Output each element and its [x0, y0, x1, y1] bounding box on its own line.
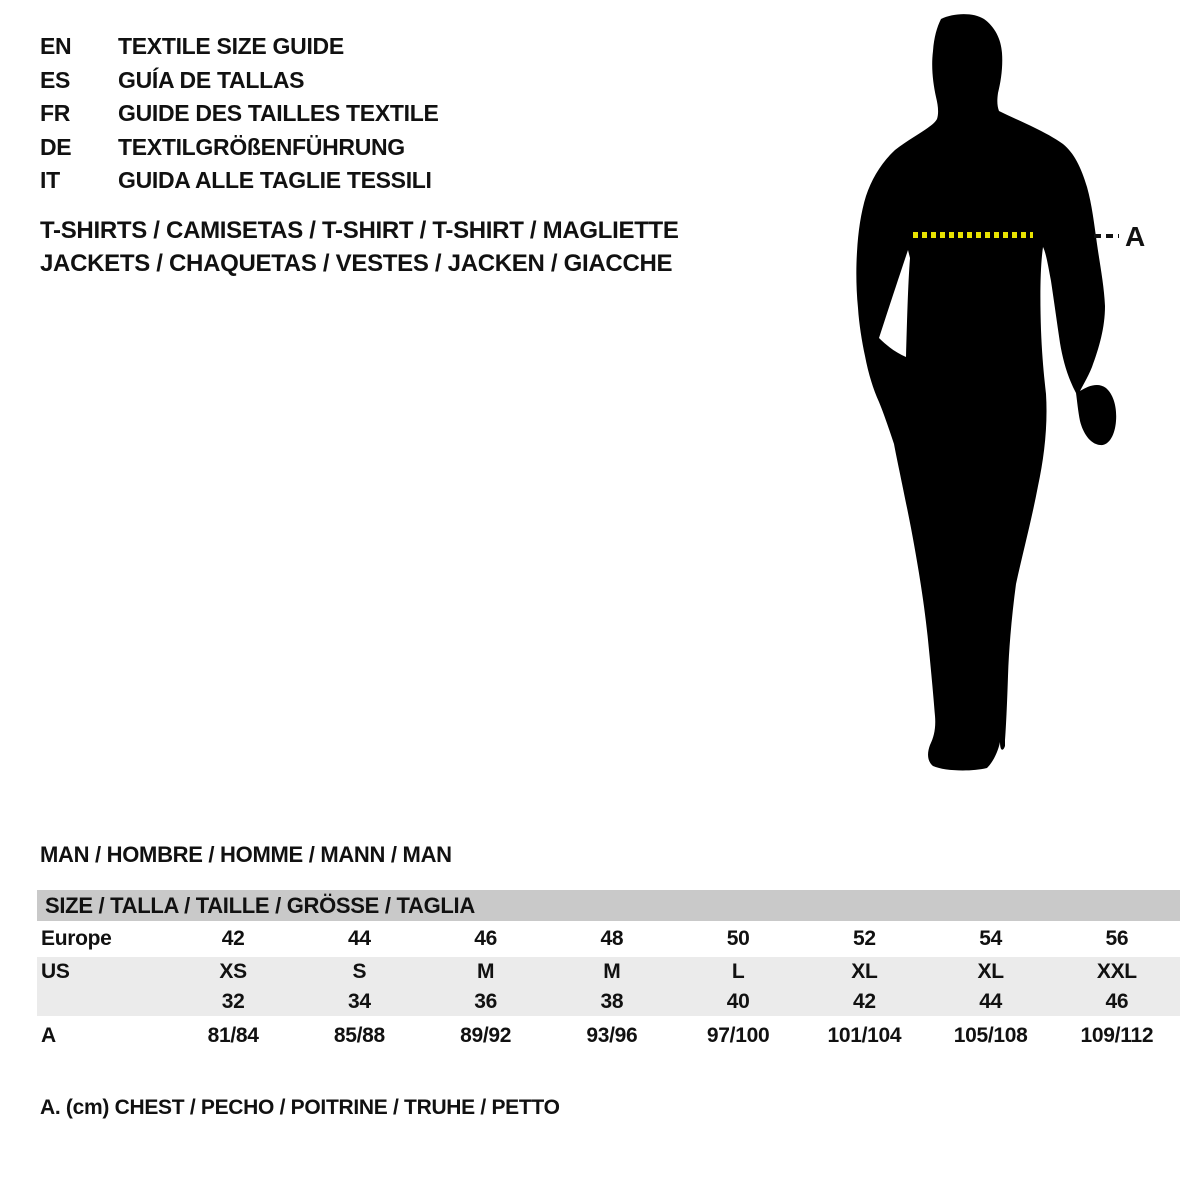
size-cell: 46: [474, 927, 497, 950]
row-label: US: [41, 960, 70, 983]
man-silhouette: [820, 0, 1200, 800]
size-cell: 93/96: [586, 1024, 638, 1047]
section-title-man: MAN / HOMBRE / HOMME / MANN / MAN: [40, 842, 452, 867]
language-code: DE: [40, 133, 72, 160]
language-title: GUIDA ALLE TAGLIE TESSILI: [118, 167, 432, 193]
size-cell: 44: [979, 989, 1002, 1013]
size-cell: 38: [600, 989, 624, 1013]
size-cell: 34: [347, 989, 371, 1013]
language-code: IT: [40, 167, 60, 193]
table-header-band: SIZE / TALLA / TAILLE / GRÖSSE / TAGLIA: [37, 890, 1180, 921]
table-row-chest-a: [37, 1016, 1180, 1056]
language-row-en: [40, 30, 439, 64]
size-cell: 101/104: [827, 1024, 902, 1047]
language-row-fr: [40, 97, 439, 131]
language-code: FR: [40, 100, 71, 126]
size-cell: L: [731, 960, 745, 983]
size-cell: 97/100: [706, 1024, 770, 1047]
size-cell: S: [352, 960, 367, 983]
size-cell: 85/88: [333, 1024, 385, 1047]
table-row-europe: [37, 921, 1180, 957]
size-cell: 44: [347, 927, 371, 950]
size-cell: XS: [219, 960, 247, 983]
size-cell: 105/108: [953, 1024, 1028, 1047]
row-label: Europe: [41, 927, 112, 950]
row-label: A: [41, 1024, 56, 1047]
language-title: TEXTILE SIZE GUIDE: [118, 33, 344, 59]
size-cell: M: [477, 960, 495, 983]
size-cell: 89/92: [460, 1024, 512, 1047]
language-row-it: [40, 164, 439, 198]
size-cell: M: [603, 960, 621, 983]
language-list: [40, 30, 439, 198]
figure-diagram: [820, 0, 1200, 800]
language-title: GUIDE DES TAILLES TEXTILE: [118, 100, 439, 126]
language-code: ES: [40, 66, 71, 93]
language-row-es: [40, 64, 439, 98]
measure-label-a: A: [1125, 221, 1146, 252]
language-row-de: [40, 131, 439, 165]
size-cell: 52: [852, 927, 876, 950]
language-code: EN: [40, 33, 72, 59]
size-cell: 32: [221, 989, 245, 1013]
language-title: TEXTILGRÖßENFÜHRUNG: [118, 133, 405, 160]
size-cell: XL: [851, 960, 878, 983]
category-line-tshirts: T-SHIRTS / CAMISETAS / T-SHIRT / T-SHIRT / MAGLIETTE: [40, 217, 679, 244]
man-silhouette-shape: [856, 14, 1116, 770]
size-cell: 54: [979, 927, 1002, 950]
size-cell: 36: [474, 989, 497, 1013]
table-row-us: [37, 957, 1180, 987]
size-cell: XL: [977, 960, 1004, 983]
size-cell: 109/112: [1080, 1024, 1154, 1047]
category-block: [40, 214, 679, 280]
size-cell: 42: [852, 989, 876, 1013]
table-row-numeric: [37, 987, 1180, 1016]
size-cell: 48: [600, 927, 624, 950]
size-cell: 40: [726, 989, 750, 1013]
size-cell: 46: [1105, 989, 1129, 1013]
size-cell: 81/84: [207, 1024, 259, 1047]
size-cell: 42: [221, 927, 245, 950]
category-line-jackets: JACKETS / CHAQUETAS / VESTES / JACKEN / GIACCHE: [40, 250, 673, 277]
measurement-footnote: A. (cm) CHEST / PECHO / POITRINE / TRUHE / PETTO: [40, 1096, 560, 1119]
size-cell: 56: [1105, 927, 1129, 950]
size-table: [37, 890, 1180, 1056]
language-title: GUÍA DE TALLAS: [118, 66, 305, 93]
size-cell: 50: [726, 927, 750, 950]
size-cell: XXL: [1096, 960, 1137, 983]
